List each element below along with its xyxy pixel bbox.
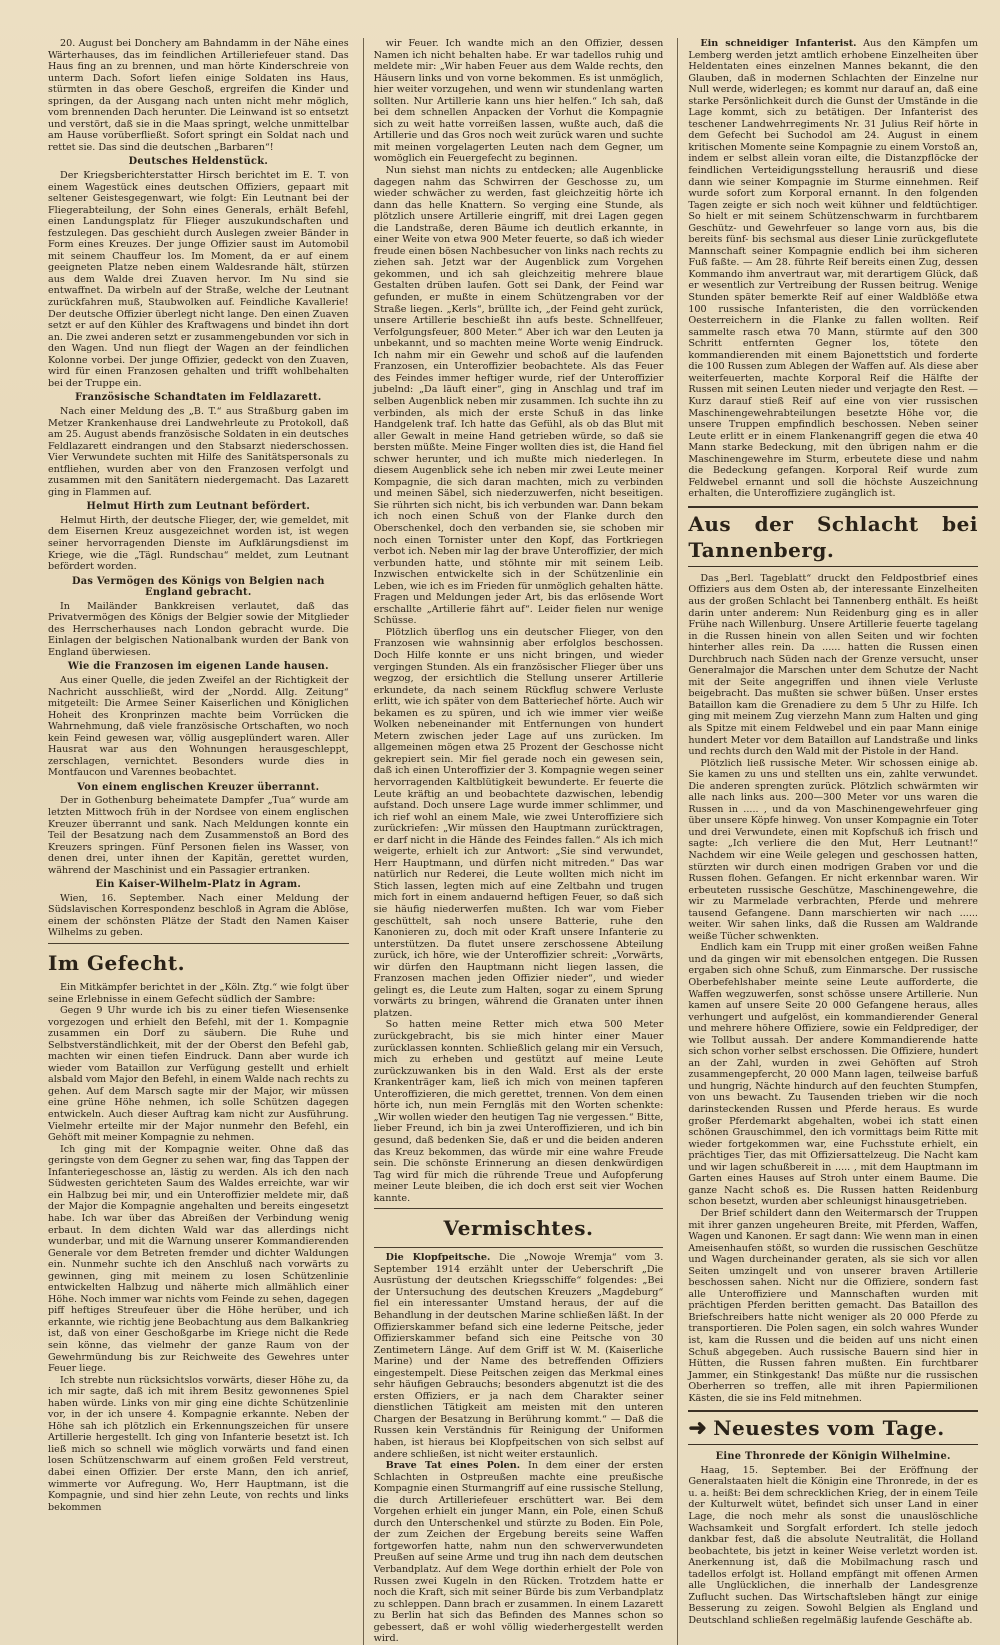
article-paragraph: Nach einer Meldung des „B. T.“ aus Straßburg gaben im Metzer Krankenhause drei Landwehrleute zu Protokoll, daß am 25. August abends französische Soldaten in ein deutsches Feldlazarett eindrangen und den Stabsarzt niederschossen. Vier Verwundete suchten mit Hilfe des Sanitätspersonals zu entfliehen, wurden aber von den Franzosen verfolgt und zusammen mit den Sanitätern niedergemacht. Das Lazarett ging in Flammen auf.	[48, 405, 349, 498]
inline-heading: Ein schneidiger Infanterist.	[700, 38, 857, 49]
section-heading: Von einem englischen Kreuzer überrannt.	[77, 781, 320, 793]
paragraph-text: Die „Nowoje Wremja“ vom 3. September 1914 erzählt unter der Ueberschrift „Die Ausrüstung der deutschen Kriegsschiffe“ folgendes: „Bei der Untersuchung des deutschen Kreuzers „Magdeburg“ fiel ein interessanter Umstand heraus, der auf die Behandlung in der deutschen Marine schließen läßt. In der Offizierskammer befand sich eine lederne Peitsche, jeder Offizierskammer befand sich eine Peitsche von 30 Zentimetern Länge. Auf dem Griff ist W. M. (Kaiserliche Marine) und der Name des betreffenden Offiziers eingestempelt. Diese Peitschen zeigen das Merkmal eines sehr häufigen Gebrauchs; besonders abgenutzt ist die des ersten Offiziers, er ja nach dem Charakter seiner dienstlichen Tätigkeit am meisten mit den unteren Chargen der Besatzung in Berührung kommt.“ — Daß die Russen kein Verständnis für Reinigung der Uniformen haben, ist hieraus bei Klopfpeitschen von sich selbst auf andere schließen, ist nicht weiter erstaunlich.	[373, 1252, 664, 1460]
article-paragraph: Haag, 15. September. Bei der Eröffnung der Generalstaaten hielt die Königin eine Thronrede, in der es u. a. heißt: Bei dem schrecklichen Krieg, der in einem Teile der Kulturwelt wütet, befindet sich unser Land in einer Lage, die noch mehr als sonst die unauslöschliche Wachsamkeit und Sorgfalt erfordert. Ich stelle jedoch dankbar fest, daß die absolute Neutralität, die Holland beobachtete, bis jetzt in keiner Weise verletzt worden ist. Anerkennung ist, daß die Mobilmachung rasch und tadellos erfolgt ist. Holland empfängt mit offenen Armen alle Unglücklichen, die innerhalb der Landesgrenze Zuflucht suchen. Das Wirtschaftsleben hängt zur einige Besserung zu zeigen. Sowohl Belgien als England und Deutschland schließen regelmäßig laufende Geschäfte ab.	[688, 1464, 978, 1626]
section-heading: Französische Schandtaten im Feldlazarett.	[75, 392, 322, 404]
article-paragraph: Aus einer Quelle, die jeden Zweifel an der Richtigkeit der Nachricht ausschließt, wird der „Nordd. Allg. Zeitung“ mitgeteilt: Die Armee Seiner Kaiserlichen und Königlichen Hoheit des Kronprinzen machte beim Vorrücken die Wahrnehmung, daß viele französische Ortschaften, wo noch kein Feind gewesen war, völlig ausgeplündert waren. Aller Hausrat war aus den Wohnungen herausgeschleppt, zerschlagen, vernichtet. Besonders wurde dies in Montfaucon und Varennes beobachtet.	[48, 674, 349, 779]
article-headline: Im Gefecht.	[48, 951, 186, 976]
article-paragraph: Endlich kam ein Trupp mit einer großen weißen Fahne und da gingen wir mit ebensolchen entgegen. Die Russen ergaben sich ohne Schuß, zum Einmarsche. Der russische Oberbefehlshaber meinte seine Leute aufforderte, die Waffen wegzuwerfen, sonst schösse unsere Artillerie. Nun kamen auf unsere Seite 20 000 Gefangene heraus, alles verhungert und aufgelöst, ein kommandierender General und mehrere höhere Offiziere, sowie ein Feldprediger, der wie Tollbut aussah. Der andere Kommandierende hatte sich schon vorher selbst erschossen. Die Offiziere, hundert an der Zahl, wurden in zwei Gehöften auf Stroh zusammengepfercht, 20 000 Mann lagen, teilweise barfuß und hungrig, Nächte hindurch auf den feuchten Stumpfen, von uns bewacht. Zu Tausenden trieben wir die noch darinsteckenden Russen und Pferde heraus. Es wurde großer Pferdemarkt abgehalten, wobei ich statt einen schönen Grauschimmel, den ich vormittags beim Ritte mit wieder fortgekommen war, eine Fuchsstute erhielt, ein prächtiges Tier, das mit Offiziersattelzeug. Die Nacht kam und wir lagen schußbereit in ..... , mit dem Hauptmann im Garten eines Hauses auf Stroh unter einem Baume. Die ganze Nacht schoß es. Die Russen hatten Reidenburg schon besetzt, wurden aber schleunigst hinausgetrieben.	[688, 942, 978, 1208]
article-paragraph: Ein Mitkämpfer berichtet in der „Köln. Ztg.“ wie folgt über seine Erlebnisse in einem Gefecht südlich der Sambre:	[48, 982, 349, 1005]
column-grid	[48, 38, 978, 1645]
article-paragraph: Der Kriegsberichterstatter Hirsch berichtet im E. T. von einem Wagestück eines deutschen Offiziers, gepaart mit seltener Geistesgegenwart, wie folgt: Ein Leutnant bei der Fliegerabteilung, der Sohn eines Generals, erhält Befehl, einen Landungsplatz für Flieger auszukundschaften und festzulegen. Das geschieht durch Auslegen zweier Bänder in Form eines Kreuzes. Der junge Offizier saust im Automobil mit seinem Chauffeur los. Im Moment, da er auf einem geeigneten Platze neben einem Waldesrande hält, stürzen aus dem Walde drei Zuaven hervor. Im Nu sind sie entwaffnet. Da wirbeln auf der Straße, welche der Leutnant zurückfahren muß, Staubwolken auf. Feindliche Kavallerie! Der deutsche Offizier überlegt nicht lange. Den einen Zuaven setzt er auf den Kühler des Kraftwagens und bindet ihn dort an. Die zwei anderen setzt er zusammengebunden vor sich in den Wagen. Und nun fliegt der Wagen an der feindlichen Kolonne vorbei. Der junge Offizier, gedeckt von den Zuaven, wird für einen Franzosen gehalten und trifft wohlbehalten bei der Truppe ein.	[48, 170, 349, 389]
article-paragraph: So hatten meine Retter mich etwa 500 Meter zurückgebracht, bis sie mich hinter einer Mauer zurücklassen konnten. Schließlich gelang mir ein Versuch, mich zu erheben und gestützt auf meine Leute zurückzuwanken bis in den Wald. Erst als der erste Krankenträger kam, ließ ich mich von meinen tapferen Unteroffizieren, die mich gerettet, trennen. Von dem einen hörte ich, nun mein Ferngläs mit den Worten schenkte: „Wir wollen wieder den heutigen Tag nie vergessen.“ Bitte, lieber Freund, ich bin ja zwei Unteroffizieren, und ich bin gesund, daß bedenken Sie, daß er und die beiden anderen das Kreuz bekommen, das würde mir eine wahre Freude sein. Die schönste Erinnerung an diesen denkwürdigen Tag wird für mich die rührende Treue und Aufopferung meiner Leute bleiben, die ich doch erst seit vier Wochen kannte.	[373, 1019, 664, 1204]
section-heading: Das Vermögen des Königs von Belgien nach England gebracht.	[71, 575, 325, 599]
column-right	[677, 38, 978, 1645]
article-paragraph: 20. August bei Donchery am Bahndamm in der Nähe eines Wärterhauses, das im feindlichen Artilleriefeuer stand. Das Haus fing an zu brennen, und man hörte Kinderschreie von unterm Dach. Sofort liefen einige Soldaten ins Haus, stürmten in das obere Geschoß, ergreifen die Kinder und springen, da der Ausgang nach unten nicht mehr möglich, vom brennenden Dach herunter. Die Leinwand ist so entsetzt und verstört, daß sie in die Maas springt, welche unmittelbar am Hause vorüberfließt. Sofort springt ein Soldat nach und rettet sie. Das sind die deutschen „Barbaren“!	[48, 38, 349, 153]
article-paragraph	[374, 1460, 664, 1645]
article-paragraph	[688, 38, 978, 500]
article-headline-news	[688, 1410, 978, 1445]
article-paragraph: Gegen 9 Uhr wurde ich bis zu einer tiefen Wiesensenke vorgezogen und erhielt den Befehl, mit der 1. Kompagnie zusammen ein Dorf zu säubern. Die Ruhe und Selbstverständlichkeit, mit der der Oberst den Befehl gab, machten wir einen tiefen Eindruck. Dann aber wurde ich wieder vom Bataillon zur Verfügung gestellt und erhielt alsbald vom Major den Befehl, in einem Walde nach rechts zu gehen. Auf dem Marsch sagte mir der Major, wir müssen eine grüne Höhe nehmen, ich solle Schützen dagegen entwickeln. Auch dieser Auftrag kam nicht zur Ausführung. Vielmehr erteilte mir der Major nunmehr den Befehl, ein Gehöft mit meiner Kompagnie zu nehmen.	[48, 1005, 349, 1144]
section-heading: Wie die Franzosen im eigenen Lande hausen.	[67, 661, 329, 673]
article-paragraph: In Mailänder Bankkreisen verlautet, daß das Privatvermögen des Königs der Belgier sowie der Mitglieder des Herrscherhauses nach London gebracht wurde. Die Einlagen der belgischen Nationalbank wurden der Bank von England überwiesen.	[48, 600, 349, 658]
article-paragraph: wir Feuer. Ich wandte mich an den Offizier, dessen Namen ich nicht behalten habe. Er war tadellos ruhig und meldete mir: „Wir haben Feuer aus dem Walde rechts, den Häusern links und von vorne bekommen. Es ist unmöglich, hier weiter vorzugehen, und wenn wir stundenlang warten sollten. Nur Artillerie kann uns hier helfen.“ Ich sah, daß bei dem schnellen Anpacken der Vorhut die Kompagnie sich zu weit hatte vorreißen lassen, wußte auch, daß die Artillerie und das Gros noch weit zurück waren und suchte mit meinen vorgelagerten Leuten nach dem Gegner, um womöglich ein Feuergefecht zu beginnen.	[373, 38, 664, 165]
article-paragraph: Nun siehst man nichts zu entdecken; alle Augenblicke dagegen nahm das Schwirren der Geschosse zu, um wieder schwächer zu werden, fast gleichzeitig hörte ich dann das helle Knattern. So verging eine Stunde, als plötzlich unsere Artillerie eingriff, mit drei Lagen gegen die Landstraße, deren Bäume ich deutlich erkannte, in einer Weite von etwa 900 Meter feuerte, so daß ich wieder freude einen bösen Nachbesucher von links nach rechts zu ziehen sah. Jetzt war der Augenblick zum Vorgehen gekommen, und ich sah gleichzeitig mehrere blaue Gestalten drüben laufen. Gott sei Dank, der Feind war gefunden, er mußte in einem Schützengraben vor der Straße liegen. „Kerls“, brüllte ich, „der Feind geht zurück, unsere Artillerie beschießt ihn aufs beste. Schnellfeuer, Verfolgungsfeuer, 800 Meter.“ Aber ich war den Leuten ja unbekannt, und so machten meine Worte wenig Eindruck. Ich nahm mir ein Gewehr und schoß auf die laufenden Franzosen, ein Unteroffizier beobachtete. Als das Feuer des Feindes immer heftiger wurde, rief der Unteroffizier jubelnd: „Da läuft einer“, ging in Anschlag und traf im selben Augenblick neben mir zusammen. Ich suchte ihn zu verbinden, als mich der erste Schuß in das linke Handgelenk traf. Ich hatte das Gefühl, als ob das Blut mit aller Gewalt in meine Hand getrieben würde, so daß sie bersten müßte. Meine Finger wollten dies ist, die Hand fiel schwer herunter, und ich mußte mich niederlegen. In diesem Augenblick sehe ich neben mir zwei Leute meiner Kompagnie, die sich daran machten, mich zu verbinden und meinen Säbel, sich niederzuwerfen, nicht beseitigen. Sie rührten sich nicht, bis ich verbunden war. Dann bekam ich noch einen Schuß von der Flanke durch den Oberschenkel, doch den verbanden sie, sie schoben mir noch einen Tornister unter den Kopf, das Fortkriegen verbot ich. Neben mir lag der brave Unteroffizier, der mich verbunden hatte, und stöhnte mir mit seinem Leib. Inzwischen entwickelte sich in der Schützenlinie ein Leben, wie ich es im Frieden für unmöglich gehalten hätte. Fragen und Meldungen jeder Art, bis das erlösende Wort erschallte „Artillerie fährt auf“. Leider fielen nur wenige Schüsse.	[373, 165, 664, 627]
article-paragraph: Der Brief schildert dann den Weitermarsch der Truppen mit ihrer ganzen ungeheuren Breite, mit Pferden, Waffen, Wagen und Kanonen. Er sagt dann: Wie wenn man in einen Ameisenhaufen stößt, so wurden die russischen Geschütze und Wagen durcheinander geraten, als sie sich vor allen Seiten umzingelt und von unserer braven Artillerie beschossen sahen. Nicht nur die Offiziere, sondern fast alle Unteroffiziere und Mannschaften wurden mit prächtigen Pferden beritten gemacht. Das Bataillon des Briefschreibers hatte nicht weniger als 20 000 Pferde zu transportieren. Die Polen sagen, ein solch wahres Wunder ist, kam die Russen und die beiden auf uns nicht einen Schuß abgegeben. Auch russische Bauern sind hier in Hütten, die Russen fahren mußten. Ein furchtbarer Jammer, ein Stinkgestank! Das müßte nur die russischen Oberherren so treffen, alle mit ihren Papiermilionen Kästen, die sie ins Feld mitnehmen.	[688, 1207, 978, 1404]
article-paragraph: Plötzlich ließ russische Meter. Wir schossen einige ab. Sie kamen zu uns und stellten uns ein, zahlte verwundet. Die anderen sprengten zurück. Plötzlich schwärmten wir alle nach links aus. 200—300 Meter vor uns waren die Russen in ..... , und da von Maschinengewehrfeuer ging über unsere Köpfe hinweg. Von unser Kompagnie ein Toter und drei Verwundete, einen mit Kopfschuß ich frisch und sagte: „Ich verliere die den Mut, Herr Leutnant!“ Nachdem wir eine Weile gelegen und geschossen hatten, stürzten wir durch einen modrigen Graben vor und die Russen flohen. Gefangen. Er nicht erkennbar waren. Wir erbeuteten russische Geschütze, Maschinengewehre, die wir zu Marmelade verbrachten, Pferde und mehrere tausend Gefangene. Dann marschierten wir nach ...... weiter. Wir sahen links, daß die Russen am Waldrande weiße Tücher schwenkten.	[688, 757, 978, 942]
column-middle	[363, 38, 664, 1645]
divider	[48, 943, 349, 944]
article-paragraph: Der in Gothenburg beheimatete Dampfer „Tua“ wurde am letzten Mittwoch früh in der Nordsee von einem englischen Kreuzer überrannt und sank. Nach Meldungen konnte ein Teil der Besatzung nach dem Zusammenstoß an Bord des Kreuzers springen. Fünf Personen fielen ins Wasser, von denen drei, unter ihnen der Kapitän, gerettet wurden, während der Maschinist und ein Passagier ertranken.	[48, 795, 349, 876]
section-heading: Eine Thronrede der Königin Wilhelmine.	[715, 1451, 951, 1463]
article-headline: Vermischtes.	[443, 1216, 594, 1241]
inline-heading: Die Klopfpeitsche.	[385, 1252, 491, 1264]
headline-text: Neuestes vom Tage.	[713, 1416, 945, 1441]
paragraph-text: In dem einer der ersten Schlachten in Ostpreußen machte eine preußische Kompagnie einen Sturmangriff auf eine russische Stellung, die durch Artilleriefeuer erschüttert war. Bei dem Vorgehen erhielt ein junger Mann, ein Pole, einen Schuß durch den Unterschenkel und stürzte zu Boden. Ein Pole, der zum Zeichen der Ergebung bereits seine Waffen fortgeworfen hatte, nahm nun den schwerverwundeten Preußen auf seine Arme und trug ihn nach dem deutschen Verbandplatz. Auf dem Wege dorthin erhielt der Pole von Russen zwei Kugeln in den Rücken. Trotzdem hatte er noch die Kraft, sich mit seiner Bürde bis zum Verbandplatz zu schleppen. Dann brach er zusammen. In einem Lazarett zu Berlin hat sich das Befinden des Mannes schon so gebessert, daß er wohl völlig wiederhergestellt werden wird.	[373, 1460, 664, 1645]
article-paragraph: Wien, 16. September. Nach einer Meldung der Südslavischen Korrespondenz beschloß in Agram die Ablöse, einem der schönsten Plätze der Stadt den Namen Kaiser Wilhelms zu geben.	[48, 892, 349, 939]
column-left	[48, 38, 349, 1645]
paragraph-text: Aus den Kämpfen um Lemberg werden jetzt amtlich erhobene Einzelheiten über Heldentaten eines einzelnen Mannes bekannt, die den Glauben, daß in modernen Schlachten der Einzelne nur Null werde, widerlegen; es kommt nur darauf an, daß eine starke Persönlichkeit durch die Gunst der Umstände in die Lage kommt, sich zu betätigen. Der Infanterist des teschener Landwehrregiments Nr. 31 Julius Reif hörte in dem Gefecht bei Suchodol am 24. August in einem kritischen Momente seine Kompagnie zu einem Vorstoß an, indem er selbst allein voran eilte, die Distanzpflöcke der feindlichen Verteidigungsstellung herausriß und diese dann wie seiner Kompagnie im Sturme einnehmen. Reif wurde sofort zum Korporal ernannt. In den folgenden Tagen zeigte er sich noch weit kühner und feldtüchtiger. So hielt er mit seinem Schützenschwarm in furchtbarem Geschütz- und Gewehrfeuer so lange vorn aus, bis die bereits fünf- bis sechsmal aus dieser Linie zurückgeflutete Mannschaft seiner Kompagnie endlich bei ihm sicheren Fuß faßte. — Am 28. führte Reif bereits einen Zug, dessen Kommando ihm anvertraut war, mit derartigem Glück, daß er wesentlich zur Vertreibung der Russen beitrug. Wenige Stunden später bemerkte Reif auf einer Waldblöße etwa 100 russische Infanteristen, die den vorrückenden Oesterreichern in die Flanke zu fallen wollten. Reif sammelte rasch etwa 70 Mann, stürmte auf den 300 Schritt entfernten Gegner los, tötete den kommandierenden mit einem Bajonettstich und forderte die 100 Russen zum Ablegen der Waffen auf. Als diese aber weiterfeuerten, machte Korporal Reif die Hälfte der Russen mit seinen Leuten nieder und verjagte den Rest. — Kurz darauf stieß Reif auf eine von vier russischen Maschinengewehrabteilungen besetzte Höhe vor, die unsere Truppen empfindlich beschossen. Neben seiner Leute erlitt er in einem Flankenangriff gegen die etwa 40 Mann starke Bedeckung, mit den übrigen nahm er die Maschinengewehre im Sturm, erbeutete diese und nahm die Bedeckung gefangen. Korporal Reif wurde zum Feldwebel ernannt und soll die höchste Auszeichnung erhalten, die Unteroffiziere zugänglich ist.	[688, 38, 978, 500]
divider	[374, 1208, 664, 1209]
article-paragraph: Helmut Hirth, der deutsche Flieger, der, wie gemeldet, mit dem Eisernen Kreuz ausgezeichnet worden ist, ist wegen seiner hervorragenden Dienste im Aufklärungsdienst im Kriege, wie die „Tägl. Rundschau“ meldet, zum Leutnant befördert worden.	[48, 514, 349, 573]
article-paragraph: Das „Berl. Tageblatt“ druckt den Feldpostbrief eines Offiziers aus dem Osten ab, der interessante Einzelheiten aus der großen Schlacht bei Tannenberg enthält. Es heißt darin unter anderem: Nun Reidenburg ging es in aller Frühe nach Willenburg. Unsere Artillerie feuerte tagelang in die Russen hinein von allen Seiten und wir fochten hinterher alles rein. Da ...... hatten die Russen einen Durchbruch nach Süden nach der Grenze versucht, unser Generalmajor die Marschen unter dem Schutze der Nacht mit der Seite angegriffen und ihnen viele Verluste beigebracht. Das mußten sie schwer büßen. Unser erstes Bataillon kam die Grenadiere zu dem 5 Uhr zu Hilfe. Ich ging mit meinem Zug vierzehn Mann zum Halten und ging als Spitze mit einem Feldwebel und ein paar Mann einige hundert Meter vor dem Bataillon auf Landstraße und links und rechts durch den Wald mit der Pistole in der Hand.	[688, 572, 978, 758]
section-heading: Ein Kaiser-Wilhelm-Platz in Agram.	[95, 879, 302, 891]
divider	[374, 1247, 664, 1248]
article-paragraph	[374, 1252, 664, 1460]
article-paragraph: Ich strebte nun rücksichtslos vorwärts, dieser Höhe zu, da ich mir sagte, daß ich mit ihrem Besitz gewonnenes Spiel haben würde. Links von mir ging eine dichte Schützenlinie vor, in der ich unsere 4. Kompagnie erkannte. Neben der Höhe sah ich plötzlich ein Erkennungszeichen für unsere Artillerie hergestellt. Ich ging von Infanterie besetzt ist. Ich ließ mich so schnell wie möglich vorwärts und fand einen losen Schützenschwarm auf einem großen Feld verstreut, dabei einen Offizier. Der erste Mann, den ich anrief, wimmerte vor Aufregung. Wo, Herr Hauptmann, ist die Kompagnie, und sind hier zehn Leute, von rechts und links bekommen	[48, 1374, 349, 1513]
article-paragraph: Plötzlich überflog uns ein deutscher Flieger, von den Franzosen wie wahnsinnig aber erfolglos beschossen. Doch Hilfe konnte er uns nicht bringen, und wieder vergingen Stunden. Als ein französischer Flieger über uns wegzog, der ersichtlich die Stellung unserer Artillerie erkundete, da nach seinem Rückflug schwere Verluste erlitt, wie ich später von dem Batteriechef hörte. Auch wir bekamen es zu spüren, und ich wie immer vier weiße Wolken nebeneinander mit Entfernungen von hundert Metern zwischen jeder Lage auf uns zurücken. Im allgemeinen mögen etwa 25 Prozent der Geschosse nicht gekrepiert sein. Mir fiel gerade noch ein gewesen sein, daß ich einen Unteroffizier der 3. Kompagnie wegen seiner hervorragenden Kaltblütigkeit bewunderte. Er feuerte die Leute kräftig an und beobachtete dazwischen, lebendig aufstand. Doch unsere Lage wurde immer schlimmer, und ich rief wohl an einem Male, wie zwei Unteroffiziere sich zurückriefen: „Wir müssen den Hauptmann zurücktragen, er darf nicht in die Hände des Feindes fallen.“ Als ich mich weigerte, erhielt ich zur Antwort: „Sie sind verwundet, Herr Hauptmann, und dürfen nicht mitreden.“ Das war natürlich nur Rederei, die Leute wollten mich nicht im Stich lassen, legten mich auf eine Zeltbahn und trugen mich fort in einem andauernd heftigen Feuer, so daß sich sie häufig niederwerfen mußten. Ich war vom Fieber geschüttelt, sah noch unsere Batterie, ruhe den Kanonieren zu, doch mit oder Kraft unsere Infanterie zu unterstützen. Da flutet unsere zerschossene Abteilung zurück, ich höre, wie der Unteroffizier schreit: „Vorwärts, wir dürfen den Hauptmann nicht liegen lassen, die Franzosen machen jeden Offizier nieder“, und wieder gelingt es, die Leute zum Halten, sogar zu einem Sprung vorwärts zu bringen, während die Granaten unter ihnen platzen.	[373, 626, 664, 1019]
article-paragraph: Ich ging mit der Kompagnie weiter. Ohne daß das geringste von dem Gegner zu sehen war, fing das Tappen der Infanteriegeschosse an, lästig zu werden. Als ich den nach Südwesten gerichteten Saum des Waldes erreichte, war wir ein Halbzug bei mir, und ein Unteroffizier meldete mir, daß der Major die Kompagnie angehalten und bereits eingesetzt habe. Ich war über das Abreißen der Verbindung wenig erbaut. In dem dichten Wald war das allerdings nicht wunderbar, und mit die Warnung unserer Kommandierenden Generale vor dem Betreten fremder und dichter Waldungen ein. Nunmehr suchte ich den Anschluß nach vorwärts zu gewinnen, ging mit meinem zu losen Schützenlinie entwickelten Halbzug und näherte mich allmählich einer Höhe. Noch immer war nichts vom Feinde zu sehen, dagegen piff heftiges Streufeuer über die Höhe herüber, und ich erkannte, wie richtig jene Beobachtung aus dem Balkankrieg ist, daß von einer Geschoßgarbe im Kriege nicht die Rede sein könne, das vielmehr der ganze Raum von der Gewehrmündung bis zur Reichweite des Gewehres unter Feuer liege.	[48, 1143, 349, 1375]
inline-heading: Brave Tat eines Polen.	[385, 1460, 521, 1472]
article-headline: Aus der Schlacht bei Tannenberg.	[688, 506, 978, 567]
section-heading: Helmut Hirth zum Leutnant befördert.	[86, 501, 311, 513]
section-heading: Deutsches Heldenstück.	[128, 156, 269, 168]
pointing-arrow-icon: ➜	[688, 1415, 708, 1442]
